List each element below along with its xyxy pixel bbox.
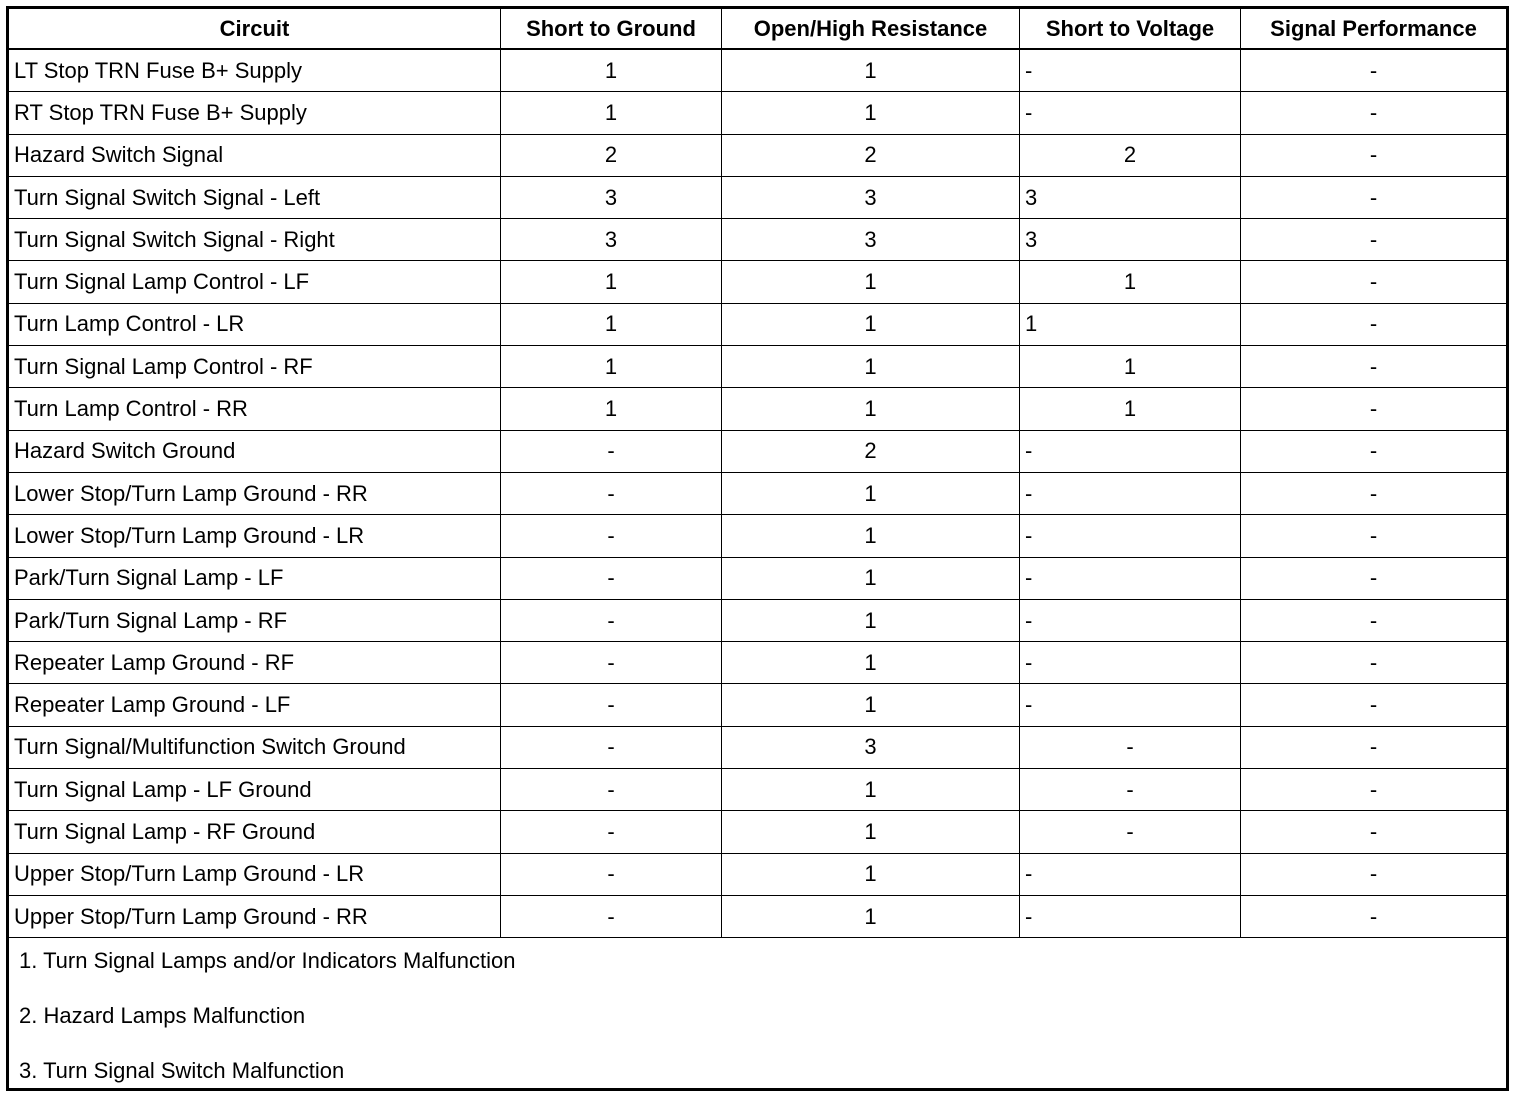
cell-short-to-voltage: - (1020, 472, 1241, 514)
cell-short-to-ground: - (501, 557, 722, 599)
cell-circuit: Repeater Lamp Ground - LF (8, 684, 501, 726)
cell-short-to-ground: - (501, 811, 722, 853)
cell-short-to-ground: 1 (501, 303, 722, 345)
cell-open-high-resistance: 1 (722, 261, 1020, 303)
cell-circuit: Turn Signal Lamp Control - RF (8, 346, 501, 388)
cell-signal-performance: - (1241, 811, 1508, 853)
cell-signal-performance: - (1241, 176, 1508, 218)
cell-signal-performance: - (1241, 261, 1508, 303)
cell-signal-performance: - (1241, 853, 1508, 895)
cell-signal-performance: - (1241, 430, 1508, 472)
cell-signal-performance: - (1241, 557, 1508, 599)
cell-circuit: Turn Signal Switch Signal - Right (8, 219, 501, 261)
cell-short-to-ground: - (501, 430, 722, 472)
cell-short-to-ground: - (501, 895, 722, 937)
table-row (8, 684, 1508, 726)
cell-short-to-ground: - (501, 472, 722, 514)
table-row (8, 176, 1508, 218)
table-row (8, 811, 1508, 853)
cell-short-to-ground: - (501, 726, 722, 768)
cell-short-to-voltage: - (1020, 895, 1241, 937)
table-row (8, 599, 1508, 641)
table-row (8, 726, 1508, 768)
cell-signal-performance: - (1241, 303, 1508, 345)
table-row (8, 557, 1508, 599)
notes-cell (8, 938, 1508, 1090)
cell-circuit: Park/Turn Signal Lamp - LF (8, 557, 501, 599)
cell-circuit: Upper Stop/Turn Lamp Ground - RR (8, 895, 501, 937)
cell-open-high-resistance: 1 (722, 811, 1020, 853)
cell-circuit: Turn Lamp Control - LR (8, 303, 501, 345)
cell-signal-performance: - (1241, 134, 1508, 176)
table-row (8, 769, 1508, 811)
cell-short-to-voltage: - (1020, 515, 1241, 557)
cell-open-high-resistance: 1 (722, 49, 1020, 92)
cell-open-high-resistance: 2 (722, 430, 1020, 472)
cell-open-high-resistance: 1 (722, 303, 1020, 345)
cell-open-high-resistance: 1 (722, 769, 1020, 811)
cell-short-to-voltage: - (1020, 557, 1241, 599)
cell-open-high-resistance: 1 (722, 557, 1020, 599)
cell-open-high-resistance: 1 (722, 642, 1020, 684)
cell-circuit: Upper Stop/Turn Lamp Ground - LR (8, 853, 501, 895)
cell-short-to-ground: 1 (501, 388, 722, 430)
cell-short-to-voltage: - (1020, 599, 1241, 641)
cell-signal-performance: - (1241, 515, 1508, 557)
cell-short-to-voltage: 3 (1020, 176, 1241, 218)
cell-signal-performance: - (1241, 49, 1508, 92)
header-short-to-voltage: Short to Voltage (1020, 8, 1241, 50)
table-row (8, 895, 1508, 937)
cell-open-high-resistance: 3 (722, 726, 1020, 768)
cell-short-to-voltage: - (1020, 769, 1241, 811)
table-row (8, 49, 1508, 92)
note-2: 2. Hazard Lamps Malfunction (19, 1003, 306, 1029)
cell-open-high-resistance: 1 (722, 515, 1020, 557)
diagnostic-table-container (6, 6, 1506, 1091)
header-signal-performance: Signal Performance (1241, 8, 1508, 50)
table-row (8, 134, 1508, 176)
table-row (8, 261, 1508, 303)
cell-signal-performance: - (1241, 642, 1508, 684)
cell-short-to-ground: 1 (501, 261, 722, 303)
cell-short-to-voltage: 1 (1020, 261, 1241, 303)
cell-circuit: Hazard Switch Signal (8, 134, 501, 176)
table-row (8, 472, 1508, 514)
table-row (8, 346, 1508, 388)
cell-signal-performance: - (1241, 726, 1508, 768)
cell-signal-performance: - (1241, 599, 1508, 641)
cell-open-high-resistance: 1 (722, 472, 1020, 514)
cell-short-to-voltage: - (1020, 642, 1241, 684)
header-open-high-resistance: Open/High Resistance (722, 8, 1020, 50)
cell-signal-performance: - (1241, 388, 1508, 430)
note-1: 1. Turn Signal Lamps and/or Indicators Malfunction (19, 948, 516, 974)
table-row (8, 388, 1508, 430)
cell-open-high-resistance: 3 (722, 219, 1020, 261)
cell-short-to-ground: - (501, 642, 722, 684)
cell-circuit: Lower Stop/Turn Lamp Ground - LR (8, 515, 501, 557)
cell-circuit: Hazard Switch Ground (8, 430, 501, 472)
header-circuit: Circuit (8, 8, 501, 50)
cell-open-high-resistance: 1 (722, 853, 1020, 895)
cell-short-to-voltage: - (1020, 853, 1241, 895)
cell-short-to-voltage: - (1020, 726, 1241, 768)
table-row (8, 219, 1508, 261)
cell-open-high-resistance: 1 (722, 895, 1020, 937)
cell-open-high-resistance: 3 (722, 176, 1020, 218)
cell-circuit: Turn Signal/Multifunction Switch Ground (8, 726, 501, 768)
cell-short-to-ground: 1 (501, 92, 722, 134)
notes-row (8, 938, 1508, 1090)
table-row (8, 430, 1508, 472)
cell-short-to-voltage: - (1020, 811, 1241, 853)
cell-short-to-voltage: - (1020, 49, 1241, 92)
cell-short-to-voltage: 1 (1020, 388, 1241, 430)
cell-short-to-voltage: 1 (1020, 303, 1241, 345)
circuit-diagnostic-table (6, 6, 1509, 1091)
cell-short-to-ground: - (501, 599, 722, 641)
cell-open-high-resistance: 1 (722, 599, 1020, 641)
cell-open-high-resistance: 1 (722, 92, 1020, 134)
table-row (8, 853, 1508, 895)
cell-circuit: Lower Stop/Turn Lamp Ground - RR (8, 472, 501, 514)
table-body (8, 49, 1508, 938)
cell-circuit: Park/Turn Signal Lamp - RF (8, 599, 501, 641)
cell-open-high-resistance: 1 (722, 388, 1020, 430)
cell-short-to-voltage: - (1020, 92, 1241, 134)
header-row (8, 8, 1508, 50)
cell-circuit: Repeater Lamp Ground - RF (8, 642, 501, 684)
cell-circuit: LT Stop TRN Fuse B+ Supply (8, 49, 501, 92)
cell-open-high-resistance: 2 (722, 134, 1020, 176)
cell-short-to-ground: 1 (501, 49, 722, 92)
cell-short-to-ground: - (501, 515, 722, 557)
cell-short-to-voltage: - (1020, 430, 1241, 472)
cell-signal-performance: - (1241, 684, 1508, 726)
cell-short-to-ground: - (501, 684, 722, 726)
cell-signal-performance: - (1241, 219, 1508, 261)
header-short-to-ground: Short to Ground (501, 8, 722, 50)
cell-short-to-ground: 3 (501, 176, 722, 218)
note-3: 3. Turn Signal Switch Malfunction (19, 1058, 345, 1084)
cell-signal-performance: - (1241, 472, 1508, 514)
cell-short-to-voltage: 3 (1020, 219, 1241, 261)
cell-circuit: Turn Signal Lamp Control - LF (8, 261, 501, 303)
cell-circuit: RT Stop TRN Fuse B+ Supply (8, 92, 501, 134)
cell-circuit: Turn Signal Lamp - RF Ground (8, 811, 501, 853)
table-row (8, 515, 1508, 557)
cell-signal-performance: - (1241, 346, 1508, 388)
cell-open-high-resistance: 1 (722, 684, 1020, 726)
cell-short-to-ground: 3 (501, 219, 722, 261)
cell-short-to-ground: - (501, 853, 722, 895)
cell-short-to-ground: 2 (501, 134, 722, 176)
cell-signal-performance: - (1241, 92, 1508, 134)
cell-short-to-voltage: 2 (1020, 134, 1241, 176)
cell-short-to-voltage: - (1020, 684, 1241, 726)
table-row (8, 92, 1508, 134)
cell-short-to-ground: 1 (501, 346, 722, 388)
cell-short-to-ground: - (501, 769, 722, 811)
cell-circuit: Turn Signal Switch Signal - Left (8, 176, 501, 218)
cell-short-to-voltage: 1 (1020, 346, 1241, 388)
table-row (8, 303, 1508, 345)
cell-circuit: Turn Signal Lamp - LF Ground (8, 769, 501, 811)
cell-signal-performance: - (1241, 769, 1508, 811)
cell-open-high-resistance: 1 (722, 346, 1020, 388)
table-row (8, 642, 1508, 684)
cell-signal-performance: - (1241, 895, 1508, 937)
cell-circuit: Turn Lamp Control - RR (8, 388, 501, 430)
